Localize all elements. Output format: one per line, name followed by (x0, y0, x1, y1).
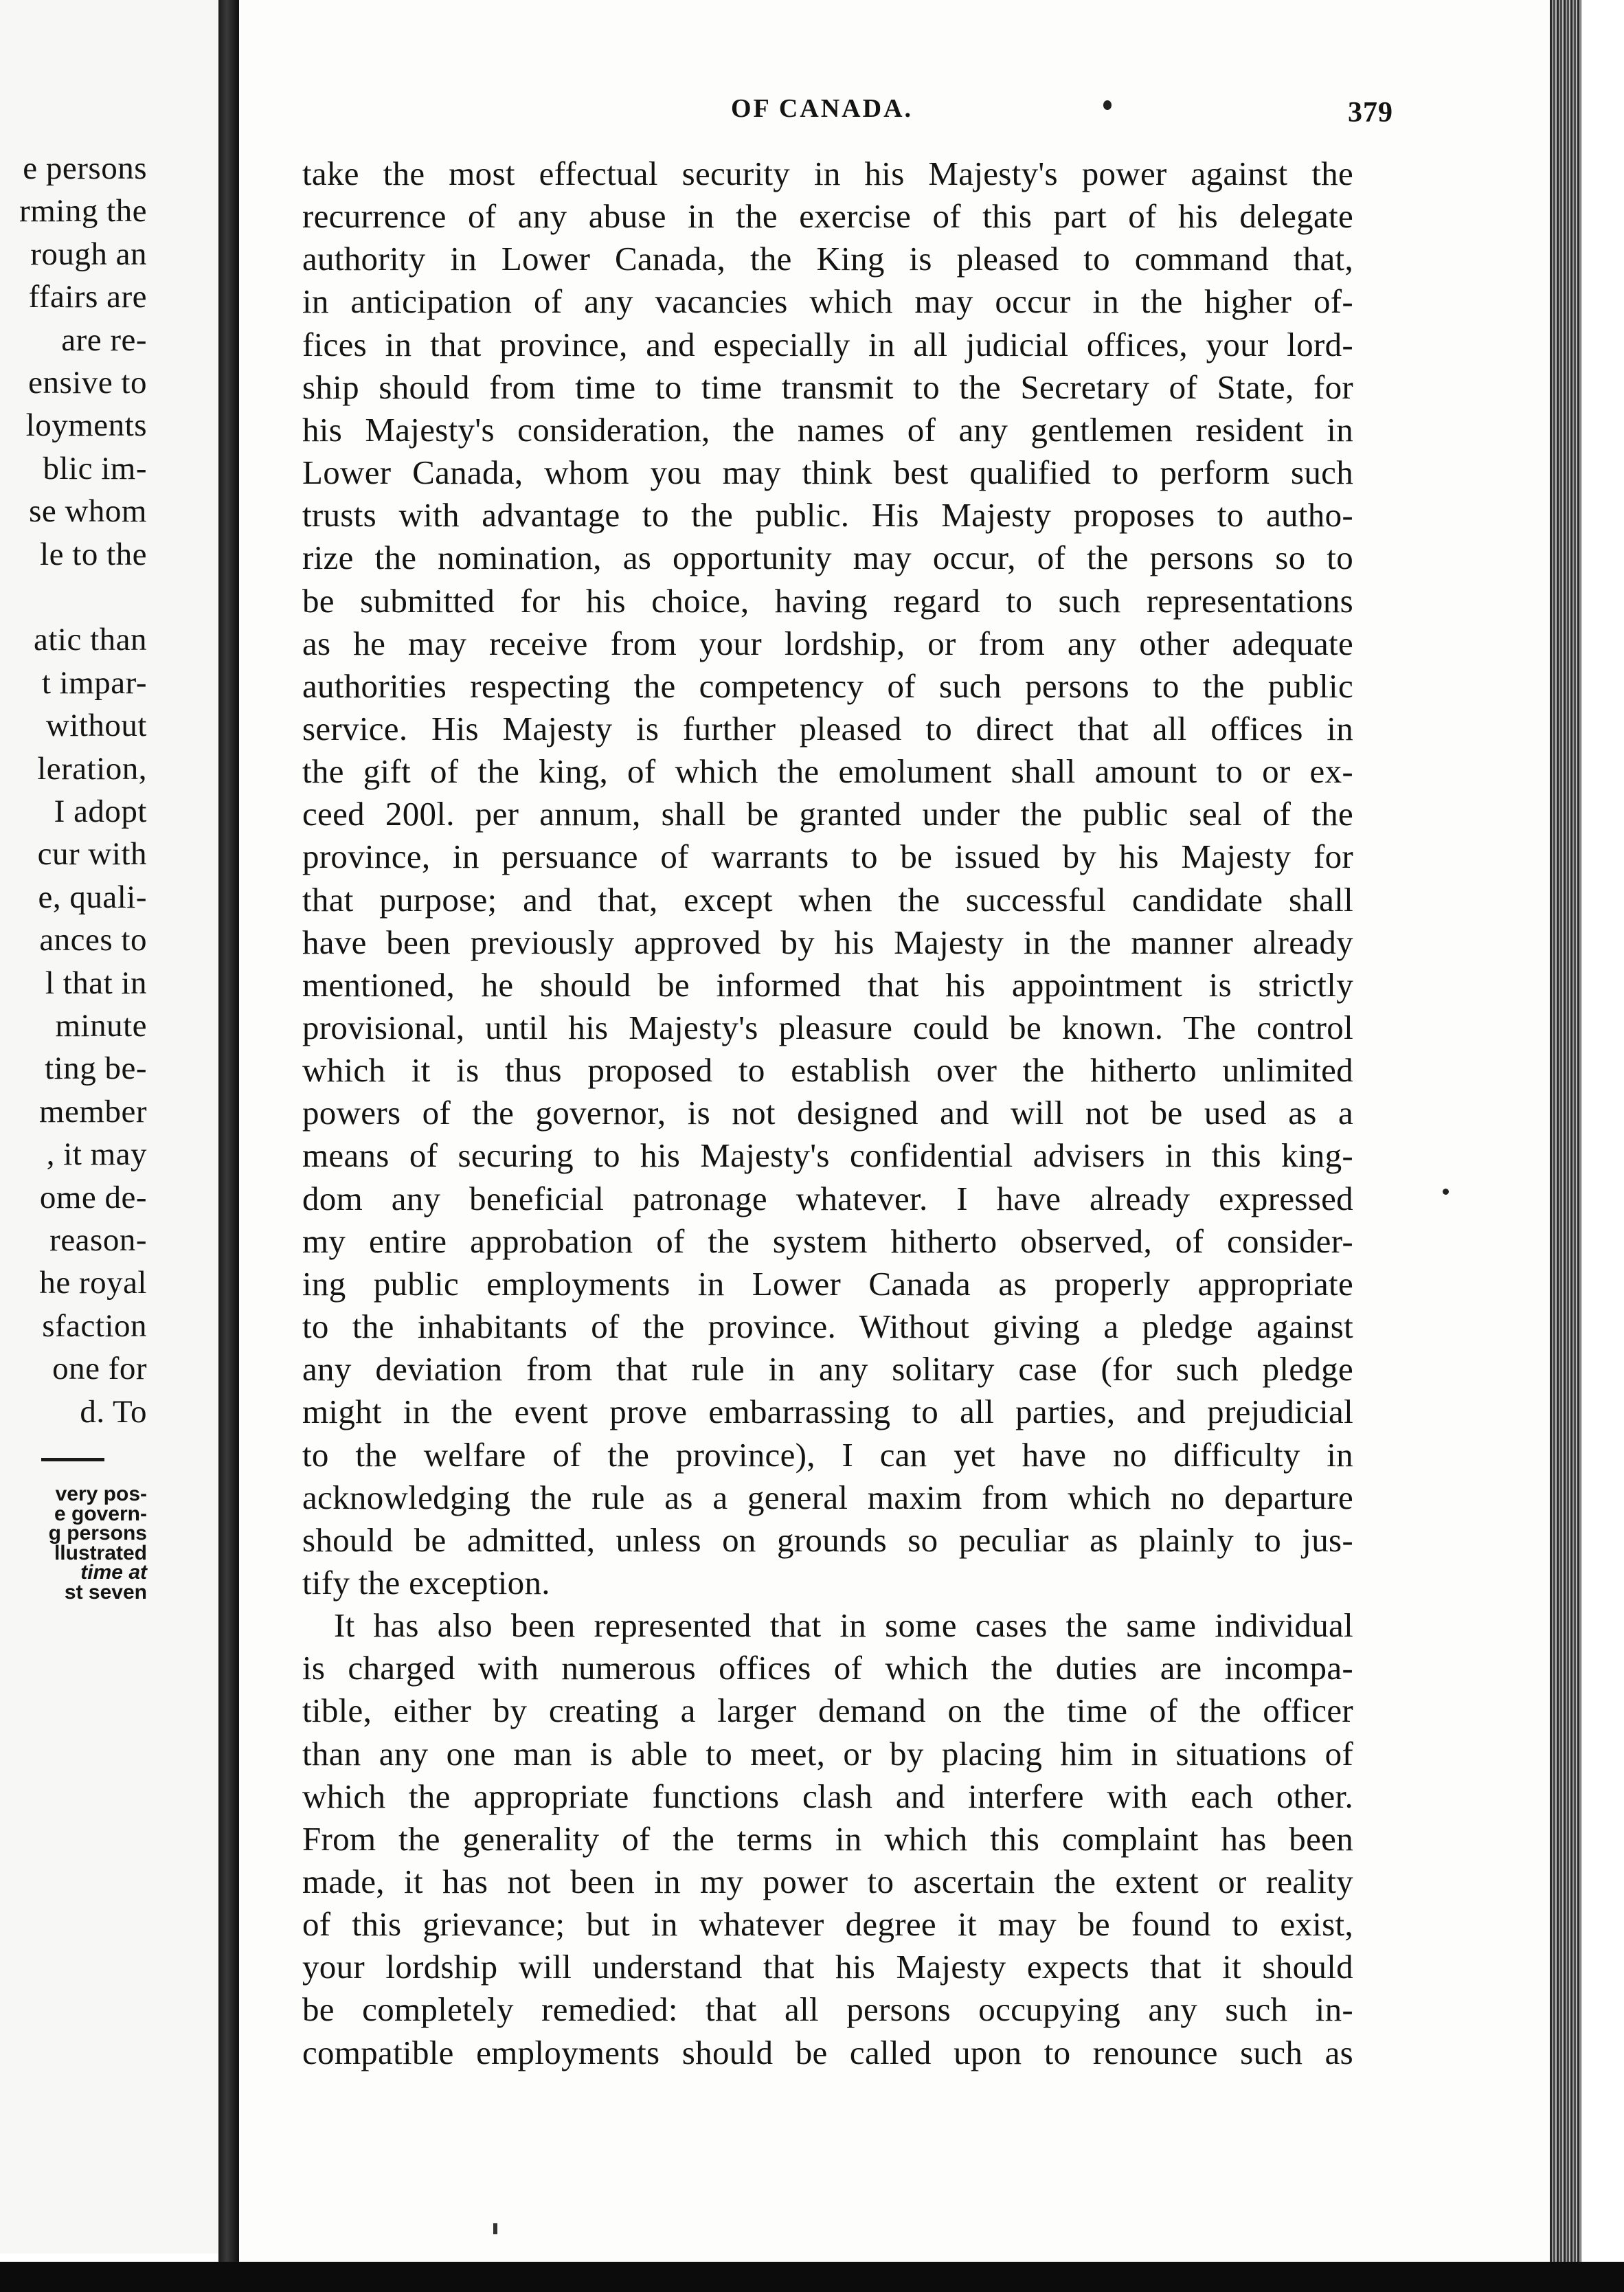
body-line: recurrence of any abuse in the exercise of this part of his delegate (302, 197, 1353, 235)
body-line: made, it has not been in my power to ascertain the extent or reality (302, 1863, 1353, 1900)
left-page-line: leration, (37, 751, 147, 787)
body-line: that purpose; and that, except when the successful candidate shall (302, 881, 1353, 919)
left-footnote-line: st seven (64, 1581, 147, 1604)
body-line: which it is thus proposed to establish over the hitherto unlimited (302, 1051, 1353, 1089)
body-line: fices in that province, and especially in all judicial offices, your lord- (302, 326, 1353, 363)
left-page-line: I adopt (54, 794, 147, 829)
body-line: should be admitted, unless on grounds so peculiar as plainly to jus- (302, 1521, 1353, 1559)
left-page-line: without (45, 708, 147, 743)
left-page-line: atic than (33, 622, 147, 658)
left-page-line: ome de- (39, 1180, 147, 1215)
body-line: ship should from time to time transmit to the Secretary of State, for (302, 368, 1353, 406)
left-page-line: se whom (29, 493, 147, 529)
body-line: authority in Lower Canada, the King is pleased to command that, (302, 240, 1353, 278)
left-page-line: one for (52, 1351, 147, 1386)
body-line: trusts with advantage to the public. His Majesty proposes to autho- (302, 496, 1353, 534)
body-line: tify the exception. (302, 1564, 550, 1602)
body-line: authorities respecting the competency of such persons to the public (302, 667, 1353, 705)
left-footnote-line: g persons (48, 1522, 147, 1544)
body-line: tible, either by creating a larger demand on the time of the officer (302, 1692, 1353, 1729)
body-line: It has also been represented that in some cases the same individual (334, 1606, 1353, 1644)
header-dot (1103, 100, 1112, 110)
left-page-line: d. To (80, 1394, 147, 1430)
book-page (239, 0, 1550, 2262)
body-line: take the most effectual security in his Majesty's power against the (302, 155, 1353, 192)
body-line: Lower Canada, whom you may think best qualified to perform such (302, 453, 1353, 491)
left-page-line: , it may (46, 1136, 147, 1172)
body-line: is charged with numerous offices of which the duties are incompa- (302, 1649, 1353, 1687)
left-page-line: ances to (39, 922, 147, 958)
body-line: rize the nomination, as opportunity may occur, of the persons so to (302, 539, 1353, 576)
left-page-line: l that in (45, 965, 147, 1001)
left-footnote-line: e govern- (54, 1503, 147, 1525)
body-line: as he may receive from your lordship, or from any other adequate (302, 625, 1353, 662)
body-line: than any one man is able to meet, or by placing him in situations of (302, 1735, 1353, 1773)
left-page-line: sfaction (42, 1308, 147, 1344)
body-line: the gift of the king, of which the emolument shall amount to or ex- (302, 752, 1353, 790)
left-page-line: e persons (23, 150, 147, 186)
left-footnote-line: llustrated (54, 1542, 147, 1564)
body-line: be completely remedied: that all persons occupying any such in- (302, 1990, 1353, 2028)
body-line: ing public employments in Lower Canada as properly appropriate (302, 1265, 1353, 1303)
margin-speck (1443, 1189, 1449, 1195)
running-head: OF CANADA. (731, 94, 914, 123)
body-line: of this grievance; but in whatever degree it may be found to exist, (302, 1905, 1353, 1943)
left-page-line: are re- (61, 322, 147, 358)
left-page-line: reason- (49, 1222, 147, 1258)
left-page-line: he royal (39, 1265, 147, 1301)
left-page-line: cur with (37, 836, 147, 872)
body-line: which the appropriate functions clash and interfere with each other. (302, 1777, 1353, 1815)
left-page-line: ffairs are (28, 279, 147, 315)
left-footnote-line: time at (80, 1561, 147, 1584)
left-page-line: e, quali- (38, 879, 147, 915)
left-footnote-line: very pos- (55, 1483, 147, 1505)
body-line: acknowledging the rule as a general maxim from which no departure (302, 1479, 1353, 1516)
body-line: your lordship will understand that his Majesty expects that it should (302, 1948, 1353, 1986)
left-page-line: t impar- (41, 665, 147, 701)
body-line: mentioned, he should be informed that his appointment is strictly (302, 966, 1353, 1004)
body-line: service. His Majesty is further pleased to direct that all offices in (302, 710, 1353, 748)
body-line: his Majesty's consideration, the names of any gentlemen resident in (302, 411, 1353, 449)
footnote-rule (41, 1458, 104, 1461)
scan-bottom-border (0, 2262, 1624, 2292)
left-page-line: rming the (19, 193, 147, 229)
body-line: any deviation from that rule in any solitary case (for such pledge (302, 1350, 1353, 1388)
body-line: dom any beneficial patronage whatever. I have already expressed (302, 1180, 1353, 1217)
body-line: powers of the governor, is not designed and will not be used as a (302, 1094, 1353, 1132)
body-line: have been previously approved by his Majesty in the manner already (302, 923, 1353, 961)
page-number: 379 (1348, 97, 1393, 128)
body-line: province, in persuance of warrants to be issued by his Majesty for (302, 838, 1353, 875)
book-gutter (218, 0, 239, 2292)
left-page-line: minute (55, 1008, 147, 1044)
book-fore-edge (1550, 0, 1624, 2292)
body-line: to the inhabitants of the province. Without giving a pledge against (302, 1307, 1353, 1345)
left-page-line: loyments (25, 407, 147, 443)
left-page-line: rough an (30, 236, 147, 272)
left-page-line: blic im- (43, 451, 147, 486)
body-line: my entire approbation of the system hitherto observed, of consider- (302, 1222, 1353, 1260)
body-line: to the welfare of the province), I can yet have no difficulty in (302, 1436, 1353, 1474)
body-line: be submitted for his choice, having regard to such representations (302, 582, 1353, 620)
body-line: compatible employments should be called upon to renounce such as (302, 2034, 1353, 2071)
body-line: From the generality of the terms in which this complaint has been (302, 1820, 1353, 1858)
page-foot-mark (493, 2223, 497, 2234)
body-line: ceed 200l. per annum, shall be granted under the public seal of the (302, 795, 1353, 833)
left-page-line: ensive to (28, 365, 147, 401)
previous-page-fragment (0, 0, 218, 2254)
left-page-line: member (39, 1094, 147, 1130)
left-page-line: le to the (40, 537, 147, 572)
body-line: might in the event prove embarrassing to all parties, and prejudicial (302, 1393, 1353, 1430)
body-line: means of securing to his Majesty's confidential advisers in this king- (302, 1136, 1353, 1174)
left-page-line: ting be- (45, 1050, 147, 1086)
body-line: in anticipation of any vacancies which may occur in the higher of- (302, 282, 1353, 320)
body-line: provisional, until his Majesty's pleasure could be known. The control (302, 1009, 1353, 1046)
